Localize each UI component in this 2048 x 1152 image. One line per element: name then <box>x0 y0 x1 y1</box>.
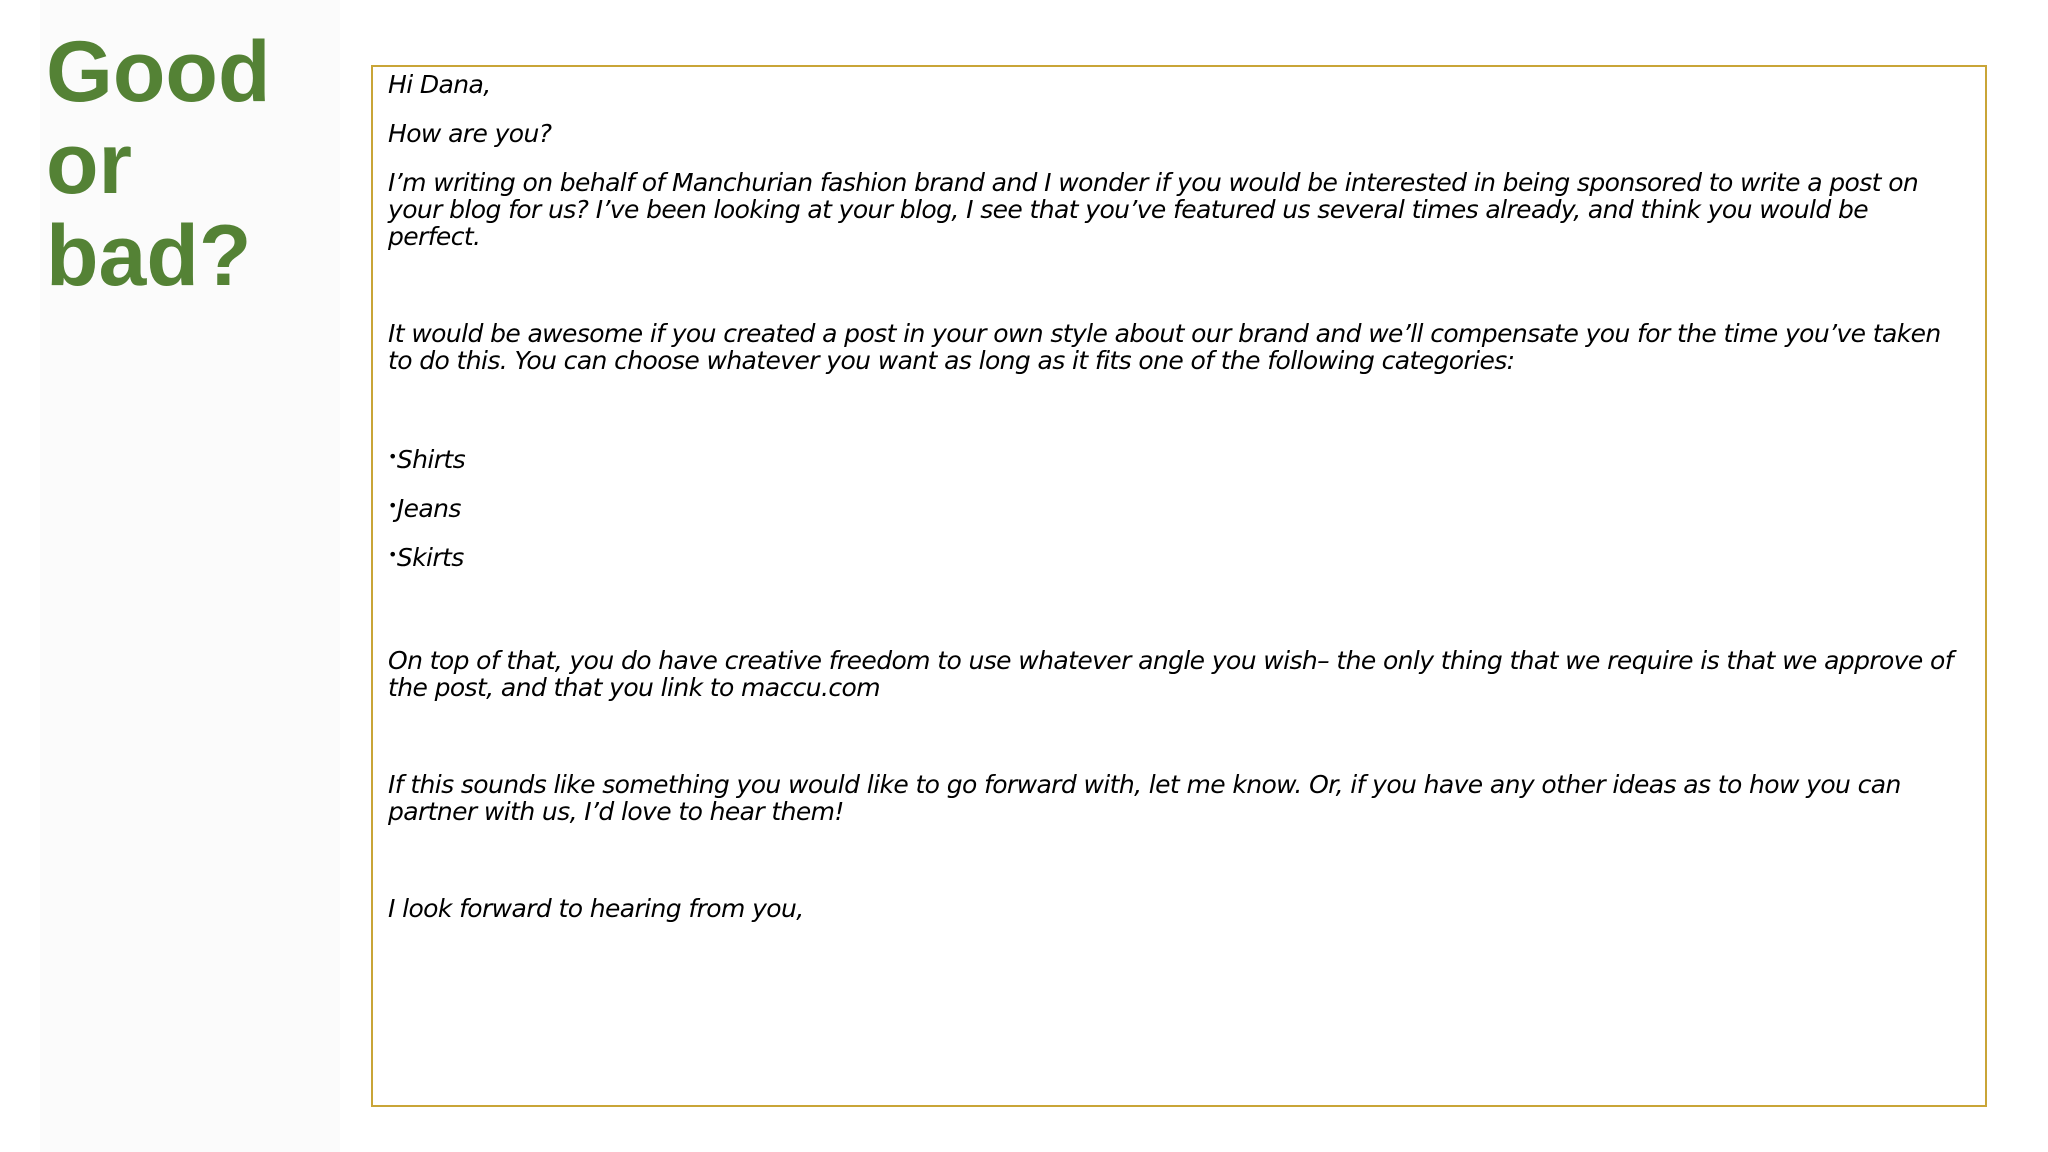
email-offer-paragraph: It would be awesome if you created a post in your own style about our brand and we’ll compensate you for the time you’ve taken to do this. You can choose whatever you want as long as it fits one of the following categories: <box>388 319 1941 375</box>
email-intro-paragraph: I’m writing on behalf of Manchurian fashion brand and I wonder if you would be interested in being sponsored to write a post on your blog for us? I’ve been looking at your blog, I see that you’ve featured us several times already, and think you would be perfect. <box>388 168 1919 251</box>
email-text-box <box>371 65 1987 1107</box>
email-signoff: I look forward to hearing from you, <box>388 894 804 923</box>
bullet-icon: • <box>388 545 397 564</box>
category-item-shirts <box>388 443 465 473</box>
bullet-icon: • <box>388 496 397 515</box>
title-line-good: Good <box>46 24 271 120</box>
category-label: Jeans <box>396 494 461 523</box>
category-label: Skirts <box>396 543 464 572</box>
email-proposal-paragraph: If this sounds like something you would like to go forward with, let me know. Or, if you have any other ideas as to how you can partner with us, I’d love to hear them! <box>388 770 1901 826</box>
category-label: Shirts <box>396 445 466 474</box>
title-line-bad: bad? <box>46 208 252 304</box>
email-creative-paragraph: On top of that, you do have creative freedom to use whatever angle you wish– the only thing that we require is that we approve of the post, and that you link to maccu.com <box>388 646 1953 702</box>
slide-title <box>46 26 346 302</box>
category-item-skirts <box>388 541 464 571</box>
bullet-icon: • <box>388 447 397 466</box>
category-item-jeans <box>388 492 461 522</box>
email-greeting: Hi Dana, <box>388 70 491 99</box>
email-how-are-you: How are you? <box>388 119 552 148</box>
title-line-or: or <box>46 116 132 212</box>
